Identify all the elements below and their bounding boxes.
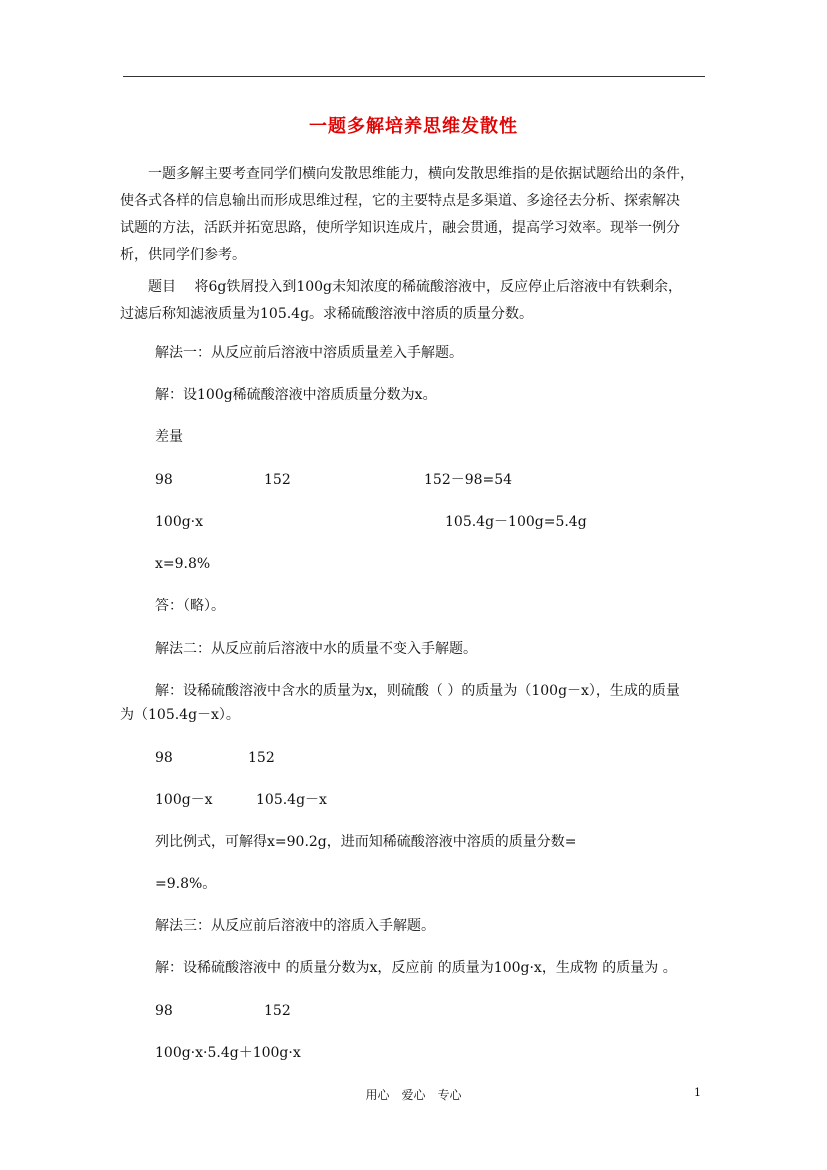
page-number: 1 xyxy=(694,1086,701,1099)
method1-setup: 解：设100g稀硫酸溶液中溶质质量分数为x。 xyxy=(155,387,437,403)
method2-row1-b: 152 xyxy=(248,750,275,766)
page-footer: 用心 爱心 专心 xyxy=(365,1088,462,1102)
method2-setup-line1: 解：设稀硫酸溶液中含水的质量为x，则硫酸（ ）的质量为（100g－x），生成的质量 xyxy=(155,683,680,699)
method1-heading: 解法一：从反应前后溶液中溶质质量差入手解题。 xyxy=(155,345,463,361)
method1-diff-label: 差量 xyxy=(155,429,183,445)
method1-row2-b: 105.4g－100g=5.4g xyxy=(445,514,587,530)
method1-row1-c: 152－98=54 xyxy=(424,472,513,488)
method2-setup-line2: 为（105.4g－x）。 xyxy=(120,707,240,723)
method1-row1-b: 152 xyxy=(264,472,291,488)
method3-heading: 解法三：从反应前后溶液中的溶质入手解题。 xyxy=(155,918,435,934)
method2-heading: 解法二：从反应前后溶液中水的质量不变入手解题。 xyxy=(155,641,477,657)
problem-line: 过滤后称知滤液质量为105.4g。求稀硫酸溶液中溶质的质量分数。 xyxy=(120,306,534,322)
method1-result: x=9.8% xyxy=(155,556,211,572)
intro-line: 析，供同学们参考。 xyxy=(120,247,246,263)
method3-setup: 解：设稀硫酸溶液中 的质量分数为x，反应前 的质量为100g·x，生成物 的质量为 。 xyxy=(155,960,677,976)
method2-solve: 列比例式，可解得x=90.2g，进而知稀硫酸溶液中溶质的质量分数= xyxy=(155,834,577,850)
method1-row2-a: 100g·x xyxy=(155,514,204,530)
method1-row1-a: 98 xyxy=(155,472,173,488)
intro-line: 一题多解主要考查同学们横向发散思维能力，横向发散思维指的是依据试题给出的条件， xyxy=(120,166,694,182)
problem-line: 题目 将6g铁屑投入到100g未知浓度的稀硫酸溶液中，反应停止后溶液中有铁剩余， xyxy=(120,279,683,295)
method1-answer: 答：（略）。 xyxy=(155,598,225,614)
header-rule xyxy=(123,76,705,77)
method2-row2-a: 100g－x xyxy=(155,792,213,808)
problem-paragraph xyxy=(120,274,706,328)
method3-row1-b: 152 xyxy=(264,1003,291,1019)
intro-paragraph xyxy=(120,161,706,269)
method2-result: =9.8%。 xyxy=(155,876,217,892)
method3-row2: 100g·x·5.4g＋100g·x xyxy=(155,1045,301,1061)
intro-line: 使各式各样的信息输出而形成思维过程，它的主要特点是多渠道、多途径去分析、探索解决 xyxy=(120,193,680,209)
method3-row1-a: 98 xyxy=(155,1003,173,1019)
method2-row1-a: 98 xyxy=(155,750,173,766)
method2-row2-b: 105.4g－x xyxy=(256,792,327,808)
page-title: 一题多解培养思维发散性 xyxy=(309,116,518,137)
intro-line: 试题的方法，活跃并拓宽思路，使所学知识连成片，融会贯通，提高学习效率。现举一例分 xyxy=(120,220,680,236)
